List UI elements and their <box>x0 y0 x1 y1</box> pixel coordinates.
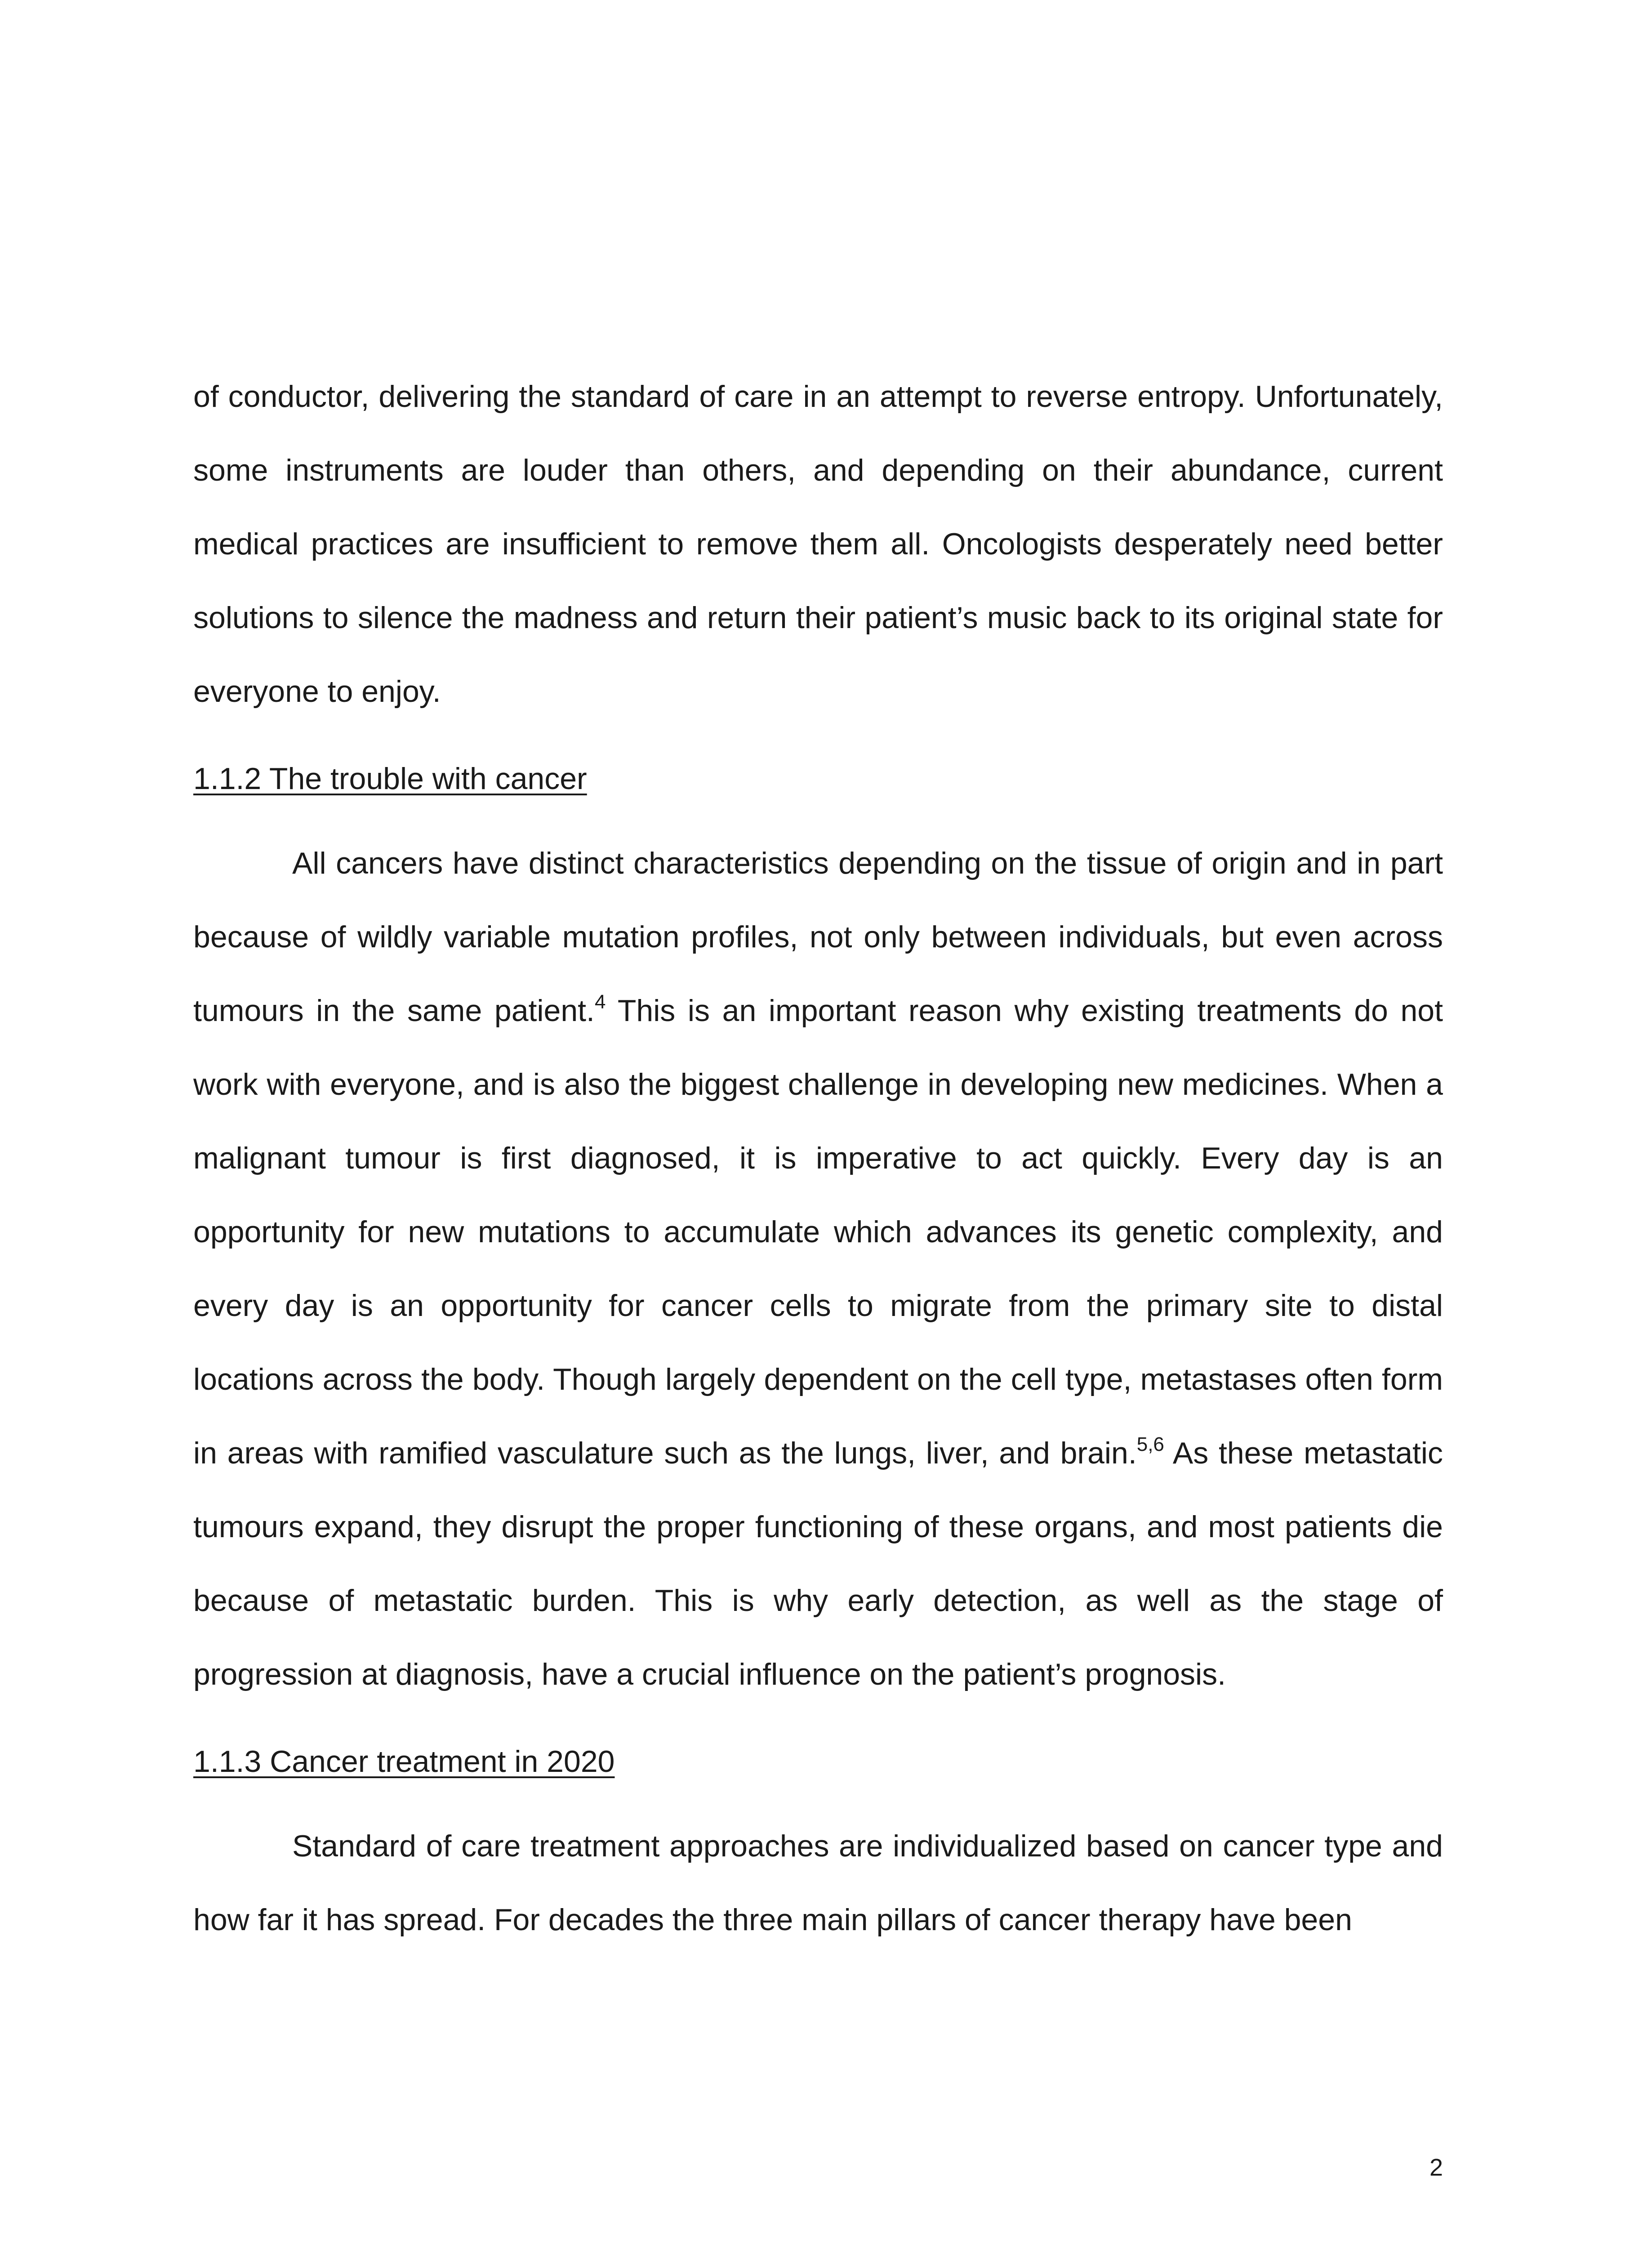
page-number: 2 <box>1429 2154 1443 2181</box>
paragraph-cancer-treatment: Standard of care treatment approaches are individualized based on cancer type and how far it has spread. For decades the three main pillars of cancer therapy have been <box>193 1829 1443 1937</box>
paragraph-text: All cancers have distinct characteristics depending on the tissue of origin and in part because of wildly variable mutation profiles, not only between individuals, but even across tumours in the same patient. <box>193 846 1443 1028</box>
paragraph-trouble-with-cancer <box>193 826 1443 1711</box>
paragraph-intro: of conductor, delivering the standard of care in an attempt to reverse entropy. Unfortunately, some instruments are louder than others, and depending on their abundance, current medical practices are insufficient to remove them all. Oncologists desperately need better solutions to silence the madness and return their patient’s music back to its original state for everyone to enjoy. <box>193 379 1443 709</box>
page-body <box>193 360 1443 1957</box>
section-heading-trouble-with-cancer: 1.1.2 The trouble with cancer <box>193 762 587 796</box>
citation-superscript: 5,6 <box>1136 1433 1164 1455</box>
paragraph-text: This is an important reason why existing treatments do not work with everyone, and is also the biggest challenge in developing new medicines. When a malignant tumour is first diagnosed, it is imperative to act quickly. Every day is an opportunity for new mutations to accumulate which advances its genetic complexity, and every day is an opportunity for cancer cells to migrate from the primary site to distal locations across the body. Though largely dependent on the cell type, metastases often form in areas with ramified vasculature such as the lungs, liver, and brain. <box>193 994 1443 1470</box>
citation-superscript: 4 <box>594 991 606 1013</box>
section-heading-cancer-treatment-2020: 1.1.3 Cancer treatment in 2020 <box>193 1744 615 1779</box>
paragraph-text: As these metastatic tumours expand, they disrupt the proper functioning of these organs, and most patients die because of metastatic burden. This is why early detection, as well as the stage of progression at diagnosis, have a crucial influence on the patient’s prognosis. <box>193 1436 1443 1691</box>
